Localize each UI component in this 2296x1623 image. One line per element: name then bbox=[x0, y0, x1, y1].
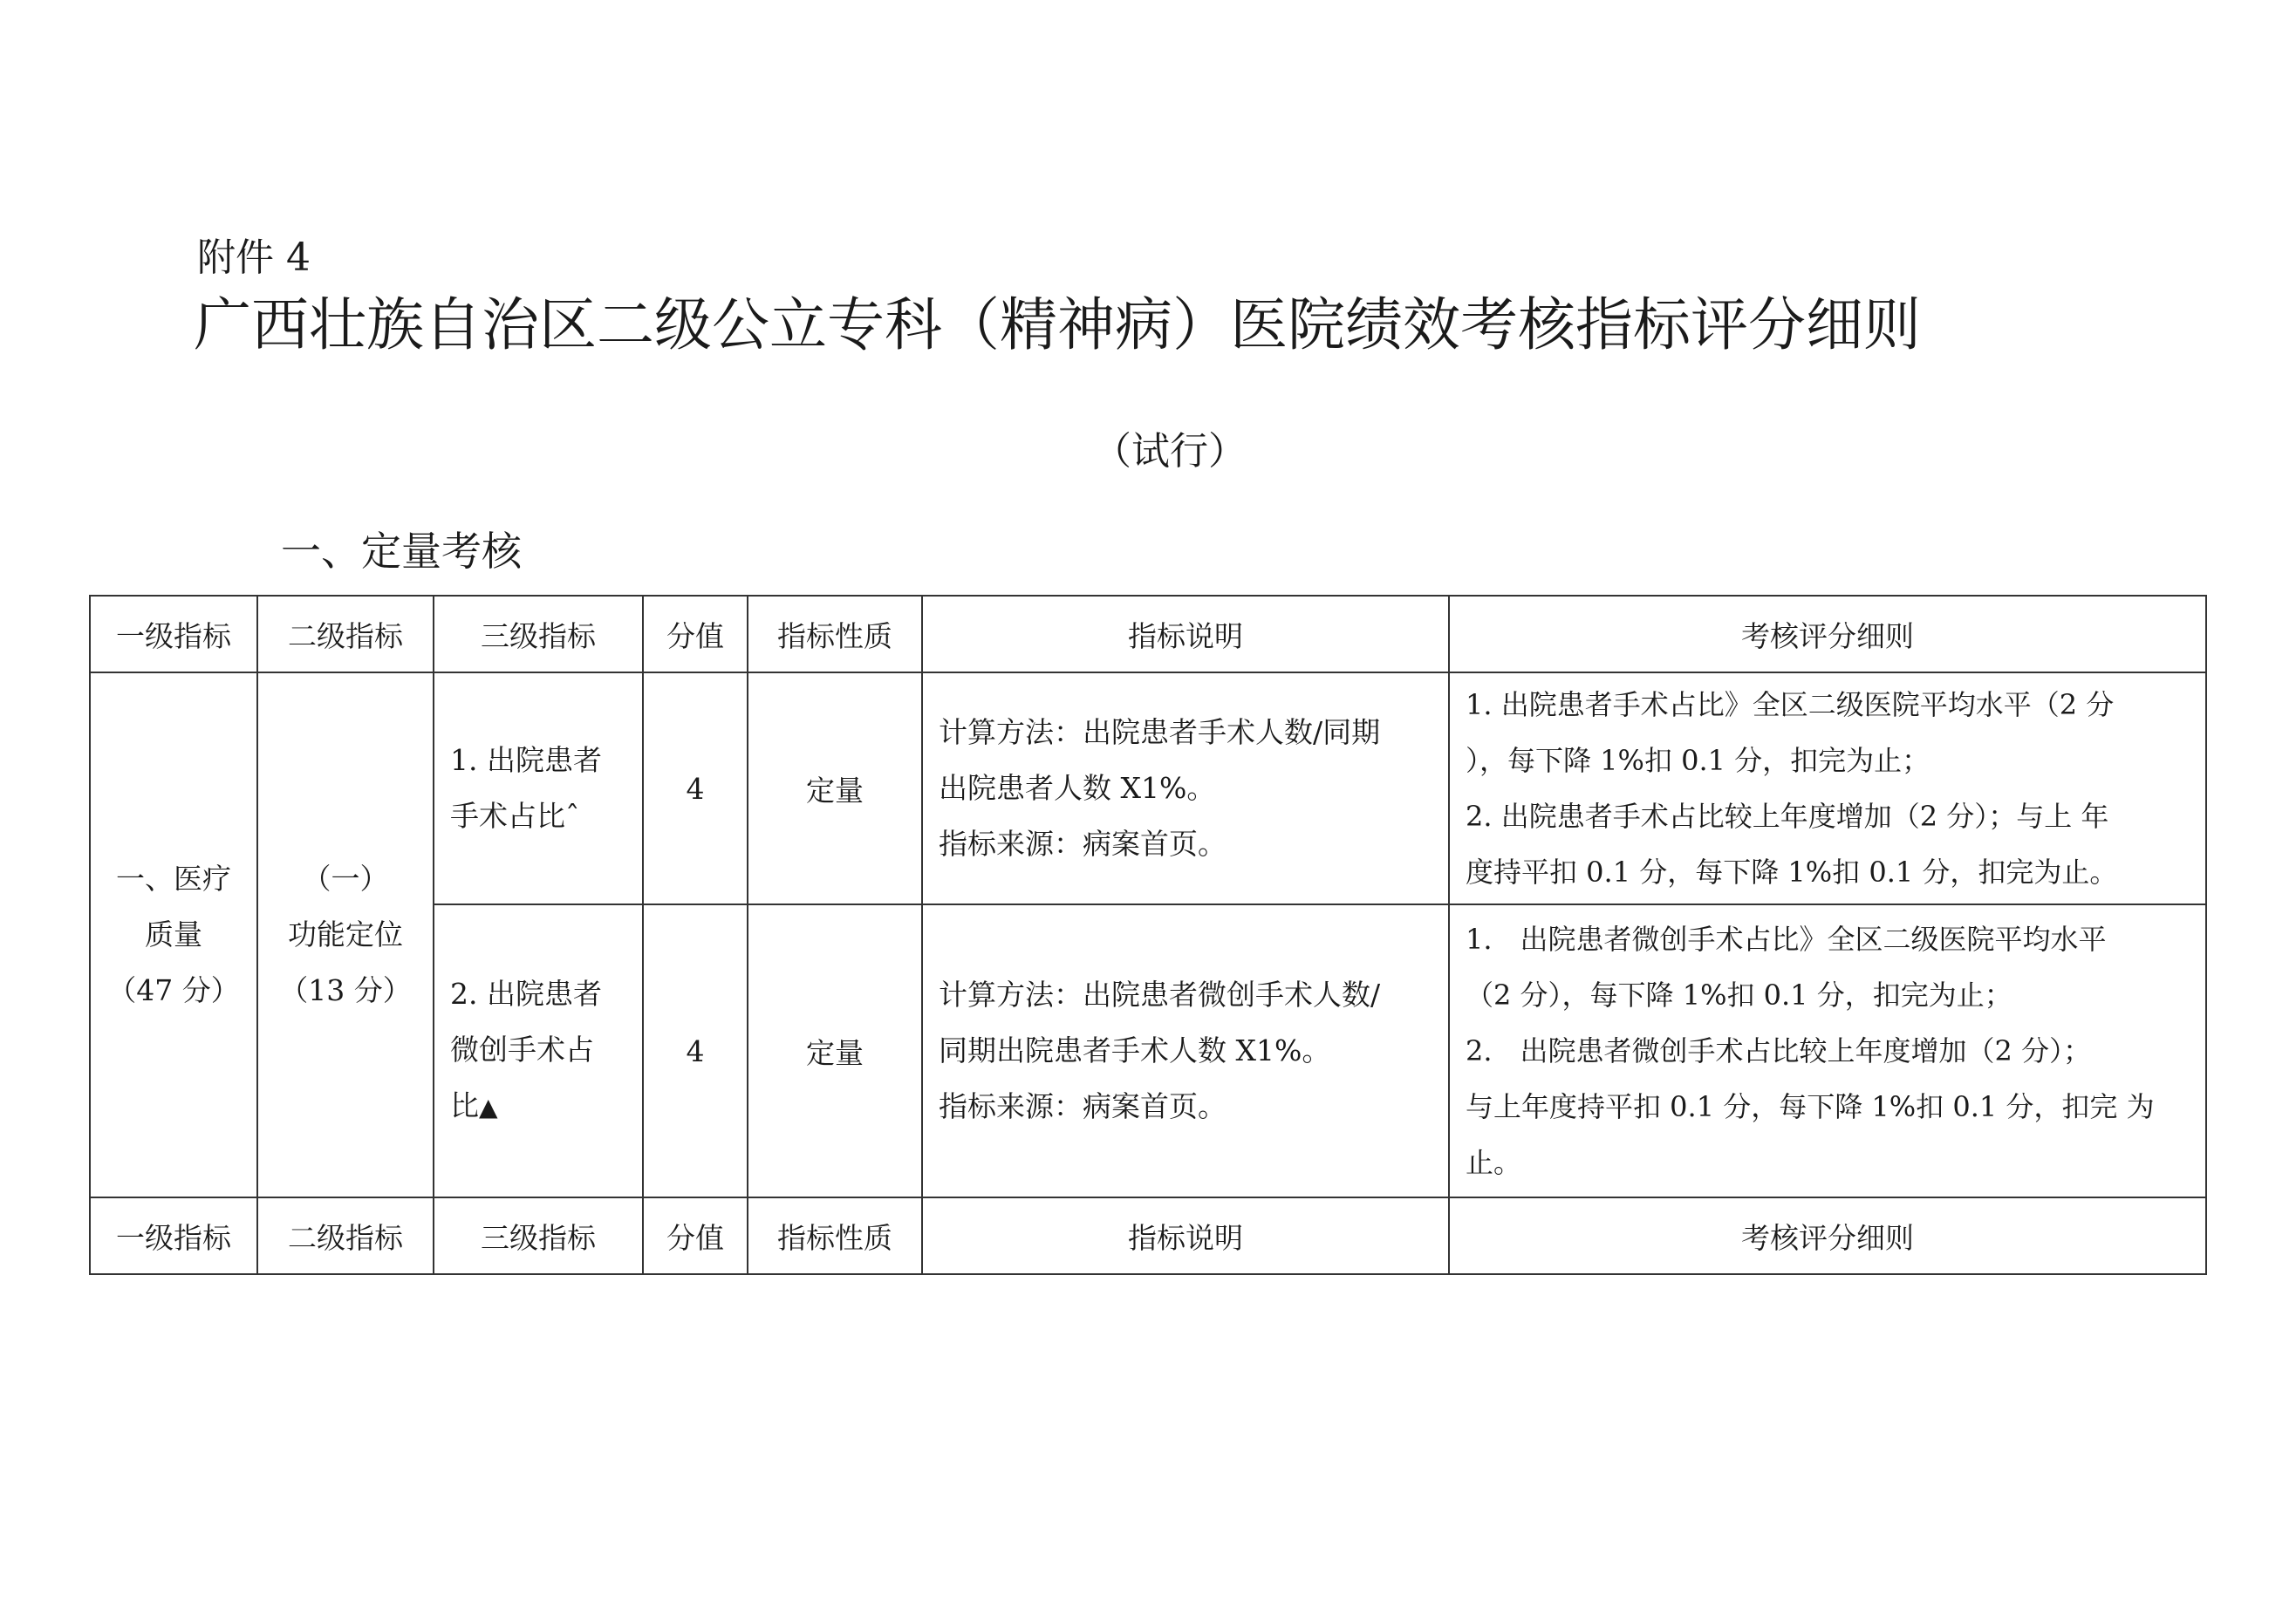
scoring-detail-cell bbox=[1449, 904, 2206, 1197]
header-cell-level2: 二级指标 bbox=[257, 1197, 434, 1274]
level1-cell bbox=[90, 672, 257, 1197]
detail-line: 与上年度持平扣 0.1 分，每下降 1%扣 0.1 分，扣完 为 bbox=[1466, 1090, 2155, 1123]
description-cell bbox=[922, 904, 1449, 1197]
level3-cell bbox=[434, 904, 643, 1197]
level1-line: 质量 bbox=[145, 917, 202, 951]
detail-line: 度持平扣 0.1 分，每下降 1%扣 0.1 分，扣完为止。 bbox=[1466, 856, 2118, 889]
header-cell-description: 指标说明 bbox=[922, 1197, 1449, 1274]
level2-line: （一） bbox=[302, 862, 389, 896]
detail-line: ），每下降 1%扣 0.1 分，扣完为止； bbox=[1466, 744, 1930, 777]
detail-line: 止。 bbox=[1466, 1146, 1522, 1179]
header-cell-scoring-detail: 考核评分细则 bbox=[1449, 596, 2206, 672]
level2-line: （13 分） bbox=[279, 973, 412, 1007]
nature-cell: 定量 bbox=[748, 672, 922, 904]
level1-line: （47 分） bbox=[107, 973, 240, 1007]
detail-line: 2. 出院患者微创手术占比较上年度增加（2 分）； bbox=[1466, 1034, 2092, 1067]
description-line: 计算方法：出院患者手术人数/同期 bbox=[939, 715, 1381, 749]
score-cell: 4 bbox=[643, 672, 748, 904]
header-cell-level3: 三级指标 bbox=[434, 596, 643, 672]
triangle-marker-icon: ▲ bbox=[479, 1093, 498, 1122]
description-line: 同期出院患者手术人数 X1%。 bbox=[939, 1033, 1331, 1067]
attachment-label: 附件 4 bbox=[197, 235, 311, 280]
document-subtitle: （试行） bbox=[1093, 429, 1247, 474]
table-row bbox=[90, 672, 2206, 904]
description-line: 出院患者人数 X1%。 bbox=[939, 771, 1216, 805]
header-cell-nature: 指标性质 bbox=[748, 1197, 922, 1274]
level3-line: 1. 出院患者 bbox=[450, 743, 602, 777]
level2-line: 功能定位 bbox=[288, 917, 403, 951]
header-cell-score: 分值 bbox=[643, 596, 748, 672]
score-cell: 4 bbox=[643, 904, 748, 1197]
detail-line: 2. 出院患者手术占比较上年度增加（2 分）；与上 年 bbox=[1466, 800, 2109, 833]
header-cell-score: 分值 bbox=[643, 1197, 748, 1274]
level3-line-text: 比 bbox=[450, 1088, 479, 1122]
level3-cell bbox=[434, 672, 643, 904]
level3-line: 2. 出院患者 bbox=[450, 977, 602, 1011]
header-cell-level3: 三级指标 bbox=[434, 1197, 643, 1274]
document-title: 广西壮族自治区二级公立专科（精神病）医院绩效考核指标评分细则 bbox=[194, 291, 1921, 358]
description-line: 指标来源：病案首页。 bbox=[939, 827, 1227, 861]
header-cell-level1: 一级指标 bbox=[90, 596, 257, 672]
level3-line bbox=[450, 1078, 633, 1135]
level1-line: 一、医疗 bbox=[116, 862, 231, 896]
level3-line: 微创手术占 bbox=[450, 1033, 594, 1067]
level3-line: 手术占比ˆ bbox=[450, 799, 580, 833]
header-row bbox=[90, 596, 2206, 672]
nature-cell: 定量 bbox=[748, 904, 922, 1197]
header-cell-level2: 二级指标 bbox=[257, 596, 434, 672]
scoring-detail-cell bbox=[1449, 672, 2206, 904]
detail-line: （2 分），每下降 1%扣 0.1 分，扣完为止； bbox=[1466, 979, 2012, 1012]
section-heading: 一、定量考核 bbox=[281, 528, 522, 575]
header-cell-nature: 指标性质 bbox=[748, 596, 922, 672]
repeated-header-row bbox=[90, 1197, 2206, 1274]
header-cell-description: 指标说明 bbox=[922, 596, 1449, 672]
description-line: 计算方法：出院患者微创手术人数/ bbox=[939, 978, 1381, 1012]
header-cell-scoring-detail: 考核评分细则 bbox=[1449, 1197, 2206, 1274]
header-cell-level1: 一级指标 bbox=[90, 1197, 257, 1274]
level2-cell bbox=[257, 672, 434, 1197]
description-line: 指标来源：病案首页。 bbox=[939, 1089, 1227, 1123]
detail-line: 1. 出院患者微创手术占比》全区二级医院平均水平 bbox=[1466, 923, 2107, 956]
description-cell bbox=[922, 672, 1449, 904]
assessment-table bbox=[89, 595, 2207, 1275]
detail-line: 1. 出院患者手术占比》全区二级医院平均水平（2 分 bbox=[1466, 688, 2115, 721]
